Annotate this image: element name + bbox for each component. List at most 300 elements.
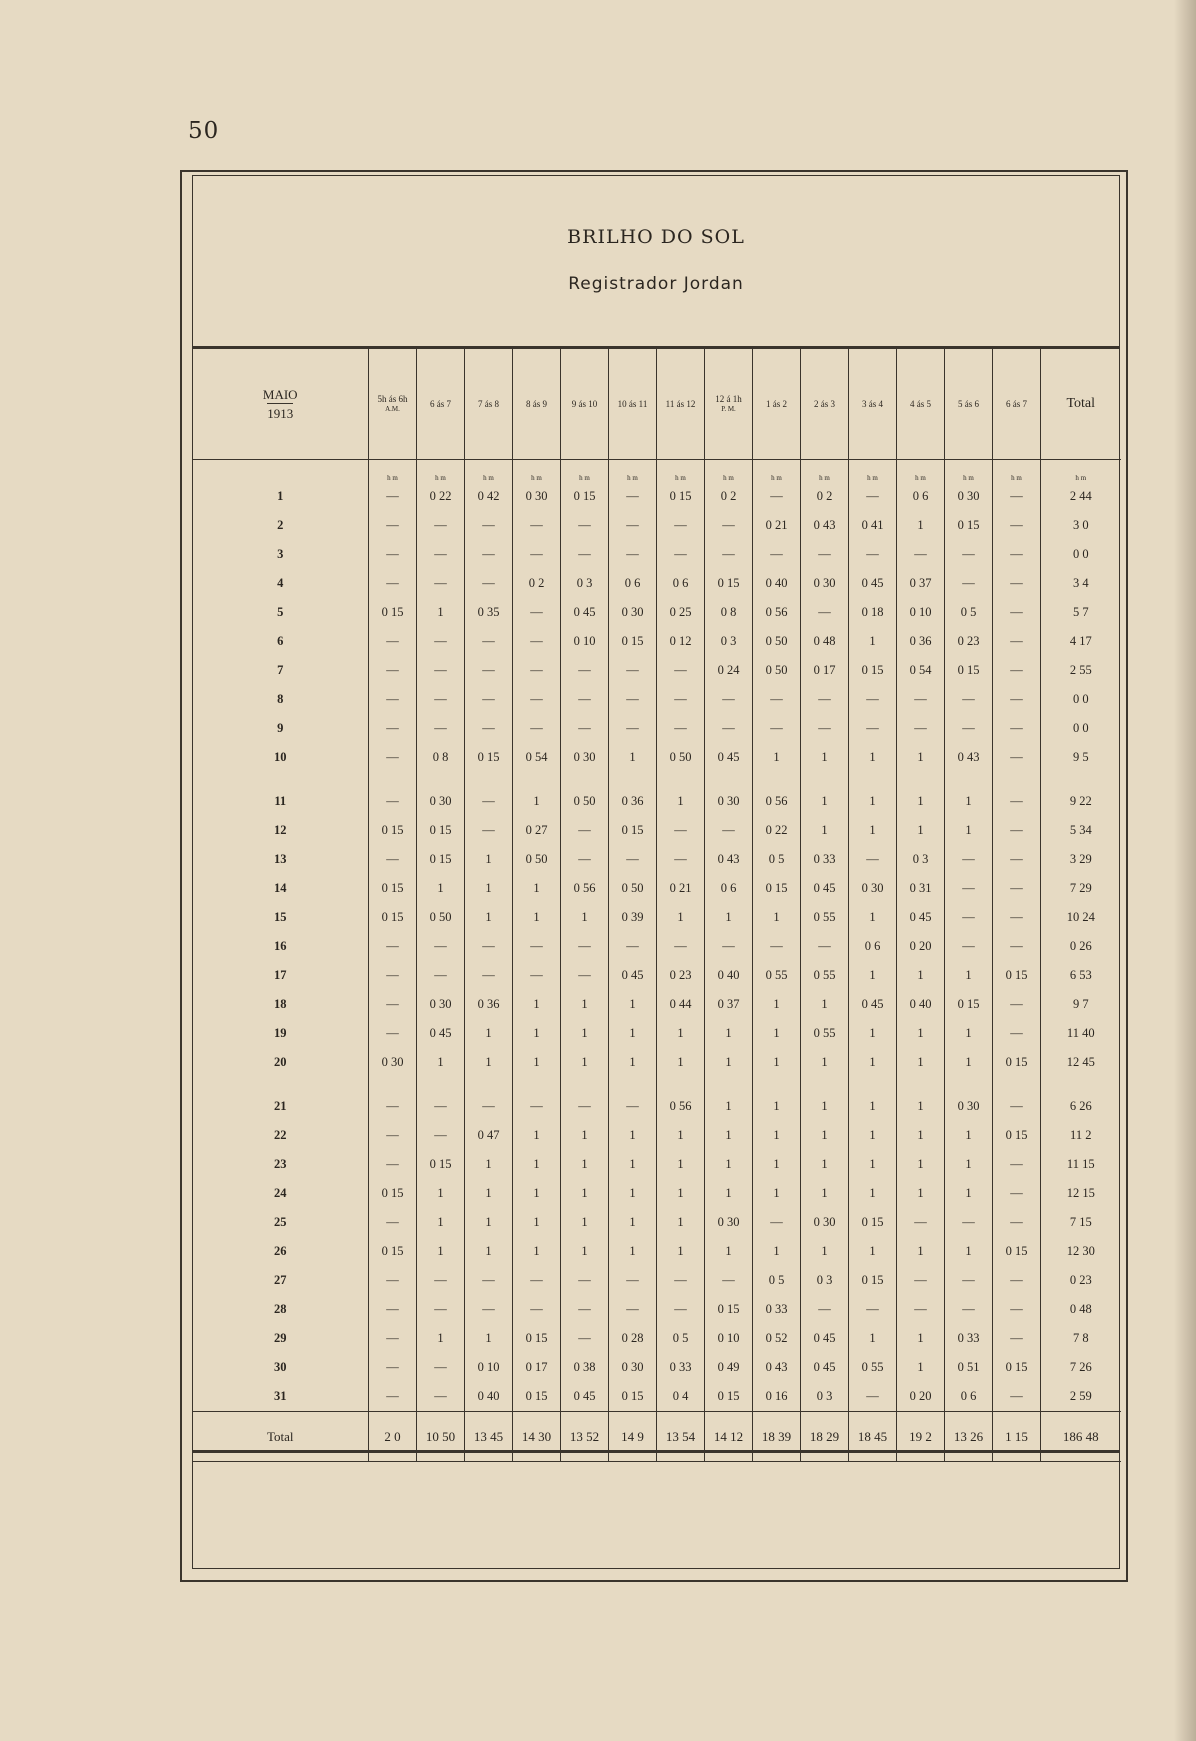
value-cell: 0 50 (753, 656, 801, 685)
value-cell: 0 17 (801, 656, 849, 685)
hour-header-label: 9 ás 10 (571, 398, 598, 409)
value-cell: — (753, 1208, 801, 1237)
value-cell: 0 55 (801, 903, 849, 932)
value-cell: — (993, 990, 1041, 1019)
table-row (193, 627, 1121, 656)
day-cell: 3 (277, 547, 284, 561)
value-cell: — (369, 743, 417, 772)
value-cell: 1 (945, 787, 993, 816)
value-cell: 1 (753, 1121, 801, 1150)
value-cell: 0 15 (849, 1208, 897, 1237)
value-cell: 0 50 (753, 627, 801, 656)
value-cell: — (897, 685, 945, 714)
value-cell: — (513, 685, 561, 714)
day-cell: 26 (274, 1244, 287, 1258)
value-cell: — (993, 1324, 1041, 1353)
column-total-cell: 1 15 (993, 1412, 1041, 1462)
value-cell: — (465, 511, 513, 540)
value-cell: — (465, 714, 513, 743)
day-cell: 8 (277, 692, 284, 706)
value-cell: — (465, 627, 513, 656)
value-cell: — (993, 903, 1041, 932)
value-cell: — (369, 627, 417, 656)
day-cell: 27 (274, 1273, 287, 1287)
value-cell: — (609, 685, 657, 714)
gap-cell (465, 772, 513, 787)
value-cell: 1 (801, 1121, 849, 1150)
value-cell: 1 (513, 1121, 561, 1150)
day-cell: 29 (274, 1331, 287, 1345)
value-cell: — (465, 1266, 513, 1295)
row-total-cell: 9 7 (1041, 990, 1121, 1019)
value-cell: — (417, 627, 465, 656)
value-cell: 1 (849, 1237, 897, 1266)
gap-cell (657, 1077, 705, 1092)
header-row (193, 349, 1121, 460)
value-cell: 0 30 (705, 1208, 753, 1237)
value-cell: — (993, 743, 1041, 772)
value-cell: 0 24 (705, 656, 753, 685)
row-total-cell: 11 40 (1041, 1019, 1121, 1048)
value-cell: — (945, 540, 993, 569)
value-cell: — (993, 482, 1041, 511)
value-cell: 1 (753, 1092, 801, 1121)
value-cell: 0 6 (609, 569, 657, 598)
value-cell: 1 (513, 787, 561, 816)
value-cell: 1 (561, 1237, 609, 1266)
value-cell: 0 27 (513, 816, 561, 845)
row-total-cell: 3 0 (1041, 511, 1121, 540)
value-cell: 1 (465, 1048, 513, 1077)
value-cell: 1 (801, 816, 849, 845)
day-cell: 25 (274, 1215, 287, 1229)
value-cell: — (465, 685, 513, 714)
gap-cell (945, 772, 993, 787)
hour-header-2 (417, 349, 465, 460)
value-cell: — (801, 598, 849, 627)
value-cell: 1 (609, 1150, 657, 1179)
value-cell: — (561, 1324, 609, 1353)
value-cell: 1 (945, 1048, 993, 1077)
value-cell: 0 2 (705, 482, 753, 511)
value-cell: — (753, 714, 801, 743)
value-cell: 1 (657, 1237, 705, 1266)
value-cell: 1 (657, 787, 705, 816)
value-cell: 0 15 (705, 1295, 753, 1324)
value-cell: — (513, 714, 561, 743)
value-cell: 1 (753, 743, 801, 772)
value-cell: 1 (849, 1179, 897, 1208)
value-cell: 1 (849, 1150, 897, 1179)
hour-header-label: 6 ás 7 (1006, 398, 1027, 409)
value-cell: — (945, 1295, 993, 1324)
value-cell: 0 23 (945, 627, 993, 656)
value-cell: — (417, 1382, 465, 1412)
value-cell: 0 15 (849, 656, 897, 685)
value-cell: 0 45 (897, 903, 945, 932)
value-cell: 0 30 (417, 787, 465, 816)
hour-header-label: 10 ás 11 (617, 398, 648, 409)
value-cell: 0 23 (657, 961, 705, 990)
value-cell: 1 (801, 1092, 849, 1121)
gap-cell (193, 772, 369, 787)
value-cell: — (993, 1382, 1041, 1412)
row-total-cell: 0 48 (1041, 1295, 1121, 1324)
value-cell: 1 (753, 1237, 801, 1266)
value-cell: — (993, 656, 1041, 685)
units-row (193, 460, 1121, 483)
hour-header-14 (993, 349, 1041, 460)
value-cell: 0 15 (705, 569, 753, 598)
unit-label: h m (993, 460, 1041, 483)
column-total-cell: 18 45 (849, 1412, 897, 1462)
value-cell: — (657, 656, 705, 685)
value-cell: 1 (417, 1324, 465, 1353)
table-row (193, 932, 1121, 961)
value-cell: 1 (945, 961, 993, 990)
value-cell: 0 45 (561, 1382, 609, 1412)
value-cell: 0 56 (561, 874, 609, 903)
value-cell: — (897, 1266, 945, 1295)
value-cell: — (417, 1266, 465, 1295)
hour-header-5 (561, 349, 609, 460)
value-cell: — (801, 714, 849, 743)
value-cell: 0 10 (561, 627, 609, 656)
value-cell: 1 (849, 787, 897, 816)
value-cell: 1 (513, 1208, 561, 1237)
value-cell: — (945, 903, 993, 932)
hour-header-label: 12 á 1h (715, 394, 742, 405)
value-cell: 0 56 (657, 1092, 705, 1121)
value-cell: 0 33 (753, 1295, 801, 1324)
value-cell: 1 (465, 903, 513, 932)
value-cell: 1 (609, 1237, 657, 1266)
column-total-cell: 13 54 (657, 1412, 705, 1462)
day-cell: 1 (277, 489, 284, 503)
value-cell: — (801, 685, 849, 714)
value-cell: 0 15 (609, 816, 657, 845)
gap-cell (369, 1077, 417, 1092)
row-total-cell: 12 45 (1041, 1048, 1121, 1077)
value-cell: 1 (417, 1208, 465, 1237)
value-cell: 0 30 (417, 990, 465, 1019)
value-cell: — (897, 1208, 945, 1237)
value-cell: 1 (513, 903, 561, 932)
value-cell: 0 15 (993, 1121, 1041, 1150)
value-cell: — (513, 598, 561, 627)
row-total-cell: 0 0 (1041, 540, 1121, 569)
value-cell: 1 (465, 874, 513, 903)
value-cell: 0 15 (417, 1150, 465, 1179)
value-cell: — (417, 1295, 465, 1324)
value-cell: — (417, 1121, 465, 1150)
unit-label: h m (897, 460, 945, 483)
value-cell: — (945, 1208, 993, 1237)
value-cell: 0 15 (369, 903, 417, 932)
value-cell: — (465, 1092, 513, 1121)
value-cell: — (657, 714, 705, 743)
value-cell: 1 (897, 1019, 945, 1048)
value-cell: — (993, 845, 1041, 874)
value-cell: 0 55 (753, 961, 801, 990)
unit-label: h m (945, 460, 993, 483)
value-cell: — (849, 540, 897, 569)
table-row (193, 1237, 1121, 1266)
gap-cell (897, 772, 945, 787)
value-cell: — (465, 932, 513, 961)
row-total-cell: 9 22 (1041, 787, 1121, 816)
table-row (193, 714, 1121, 743)
value-cell: 0 15 (369, 598, 417, 627)
value-cell: 1 (945, 1150, 993, 1179)
value-cell: 1 (801, 743, 849, 772)
value-cell: 1 (897, 961, 945, 990)
row-total-cell: 7 8 (1041, 1324, 1121, 1353)
hour-header-6 (609, 349, 657, 460)
table-row (193, 1179, 1121, 1208)
value-cell: 0 43 (945, 743, 993, 772)
value-cell: — (753, 482, 801, 511)
value-cell: 0 50 (561, 787, 609, 816)
table-row (193, 845, 1121, 874)
value-cell: 1 (465, 1208, 513, 1237)
value-cell: 1 (561, 1121, 609, 1150)
value-cell: 1 (897, 743, 945, 772)
value-cell: — (945, 714, 993, 743)
value-cell: — (369, 569, 417, 598)
day-cell: 30 (274, 1360, 287, 1374)
value-cell: — (897, 1295, 945, 1324)
value-cell: — (705, 816, 753, 845)
value-cell: — (561, 845, 609, 874)
value-cell: 0 15 (657, 482, 705, 511)
value-cell: 1 (609, 1179, 657, 1208)
value-cell: — (657, 540, 705, 569)
hour-header-label: 3 ás 4 (862, 398, 883, 409)
value-cell: — (945, 874, 993, 903)
day-cell: 14 (274, 881, 287, 895)
table-row (193, 1019, 1121, 1048)
gap-cell (561, 772, 609, 787)
gap-cell (801, 1077, 849, 1092)
gap-cell (801, 772, 849, 787)
value-cell: 0 15 (369, 816, 417, 845)
value-cell: 0 56 (753, 787, 801, 816)
value-cell: 1 (897, 1121, 945, 1150)
value-cell: 0 43 (801, 511, 849, 540)
value-cell: 0 45 (849, 990, 897, 1019)
value-cell: 1 (417, 598, 465, 627)
value-cell: 0 44 (657, 990, 705, 1019)
gap-cell (849, 1077, 897, 1092)
value-cell: — (993, 1208, 1041, 1237)
value-cell: — (993, 1266, 1041, 1295)
value-cell: — (561, 961, 609, 990)
value-cell: 0 6 (897, 482, 945, 511)
day-cell: 16 (274, 939, 287, 953)
value-cell: 0 41 (849, 511, 897, 540)
gap-cell (753, 772, 801, 787)
value-cell: — (609, 656, 657, 685)
value-cell: — (993, 598, 1041, 627)
value-cell: — (753, 932, 801, 961)
day-cell: 19 (274, 1026, 287, 1040)
value-cell: — (369, 1382, 417, 1412)
value-cell: 0 31 (897, 874, 945, 903)
value-cell: 1 (513, 1150, 561, 1179)
value-cell: — (849, 685, 897, 714)
value-cell: 0 5 (945, 598, 993, 627)
value-cell: 1 (609, 1208, 657, 1237)
value-cell: 0 40 (753, 569, 801, 598)
table-row (193, 961, 1121, 990)
value-cell: 0 30 (513, 482, 561, 511)
unit-label: h m (465, 460, 513, 483)
gap-cell (513, 772, 561, 787)
table-row (193, 598, 1121, 627)
value-cell: 0 52 (753, 1324, 801, 1353)
page-number: 50 (188, 118, 220, 144)
gap-cell (417, 1077, 465, 1092)
column-total-cell: 18 39 (753, 1412, 801, 1462)
row-total-cell: 11 15 (1041, 1150, 1121, 1179)
value-cell: 0 40 (705, 961, 753, 990)
value-cell: 1 (561, 1179, 609, 1208)
column-total-cell: 13 26 (945, 1412, 993, 1462)
value-cell: 0 37 (705, 990, 753, 1019)
value-cell: — (417, 714, 465, 743)
table-row (193, 903, 1121, 932)
gap-cell (193, 1077, 369, 1092)
value-cell: 1 (465, 845, 513, 874)
hour-header-9 (753, 349, 801, 460)
value-cell: 0 2 (513, 569, 561, 598)
table-title: BRILHO DO SOL (567, 226, 745, 248)
value-cell: — (609, 932, 657, 961)
value-cell: 1 (801, 1048, 849, 1077)
value-cell: 0 15 (417, 845, 465, 874)
gap-cell (657, 772, 705, 787)
value-cell: 0 36 (609, 787, 657, 816)
gap-cell (993, 772, 1041, 787)
value-cell: 1 (849, 1019, 897, 1048)
value-cell: — (369, 787, 417, 816)
value-cell: — (609, 1266, 657, 1295)
table-row (193, 685, 1121, 714)
value-cell: 1 (945, 816, 993, 845)
column-total-cell: 14 30 (513, 1412, 561, 1462)
value-cell: — (849, 482, 897, 511)
value-cell: — (993, 1295, 1041, 1324)
value-cell: 0 15 (993, 1353, 1041, 1382)
table-row (193, 1382, 1121, 1412)
value-cell: 1 (705, 1048, 753, 1077)
table-row (193, 787, 1121, 816)
table-row (193, 816, 1121, 845)
unit-label: h m (705, 460, 753, 483)
table-row (193, 874, 1121, 903)
value-cell: 1 (753, 1048, 801, 1077)
value-cell: 0 43 (705, 845, 753, 874)
day-cell: 18 (274, 997, 287, 1011)
value-cell: 1 (561, 990, 609, 1019)
value-cell: — (705, 511, 753, 540)
value-cell: 0 6 (657, 569, 705, 598)
value-cell: 0 8 (705, 598, 753, 627)
value-cell: — (513, 656, 561, 685)
unit-label: h m (657, 460, 705, 483)
hour-header-4 (513, 349, 561, 460)
value-cell: — (465, 1295, 513, 1324)
value-cell: — (465, 569, 513, 598)
gap-cell (561, 1077, 609, 1092)
value-cell: 1 (705, 1019, 753, 1048)
day-cell: 22 (274, 1128, 287, 1142)
day-cell: 9 (277, 721, 284, 735)
value-cell: 0 30 (945, 1092, 993, 1121)
gap-cell (609, 772, 657, 787)
value-cell: — (561, 714, 609, 743)
value-cell: — (513, 540, 561, 569)
hour-header-3 (465, 349, 513, 460)
value-cell: 1 (897, 1092, 945, 1121)
value-cell: — (993, 685, 1041, 714)
unit-label: h m (513, 460, 561, 483)
value-cell: 0 15 (993, 961, 1041, 990)
value-cell: 0 47 (465, 1121, 513, 1150)
value-cell: — (657, 1266, 705, 1295)
value-cell: 1 (561, 1208, 609, 1237)
units-spacer (193, 460, 369, 483)
value-cell: 1 (897, 1324, 945, 1353)
value-cell: 1 (561, 1019, 609, 1048)
value-cell: — (897, 540, 945, 569)
value-cell: 1 (705, 1092, 753, 1121)
hour-header-7 (657, 349, 705, 460)
value-cell: 0 39 (609, 903, 657, 932)
value-cell: 0 5 (753, 1266, 801, 1295)
table-row (193, 1150, 1121, 1179)
value-cell: — (369, 961, 417, 990)
value-cell: 0 40 (897, 990, 945, 1019)
value-cell: 0 6 (849, 932, 897, 961)
value-cell: 0 35 (465, 598, 513, 627)
value-cell: — (945, 569, 993, 598)
row-total-cell: 5 34 (1041, 816, 1121, 845)
grand-total-cell: 186 48 (1041, 1412, 1121, 1462)
value-cell: 0 15 (609, 627, 657, 656)
value-cell: 0 5 (753, 845, 801, 874)
value-cell: 0 15 (993, 1237, 1041, 1266)
value-cell: — (849, 1382, 897, 1412)
value-cell: — (369, 1208, 417, 1237)
value-cell: — (369, 1150, 417, 1179)
day-cell: 10 (274, 750, 287, 764)
table-row (193, 1324, 1121, 1353)
value-cell: 0 15 (465, 743, 513, 772)
value-cell: — (945, 932, 993, 961)
hour-header-label: 6 ás 7 (430, 398, 451, 409)
value-cell: 0 51 (945, 1353, 993, 1382)
table-row (193, 1266, 1121, 1295)
value-cell: 0 50 (417, 903, 465, 932)
value-cell: 1 (849, 627, 897, 656)
value-cell: — (369, 685, 417, 714)
value-cell: — (369, 1266, 417, 1295)
value-cell: — (417, 1353, 465, 1382)
value-cell: 0 21 (753, 511, 801, 540)
table-row (193, 1121, 1121, 1150)
